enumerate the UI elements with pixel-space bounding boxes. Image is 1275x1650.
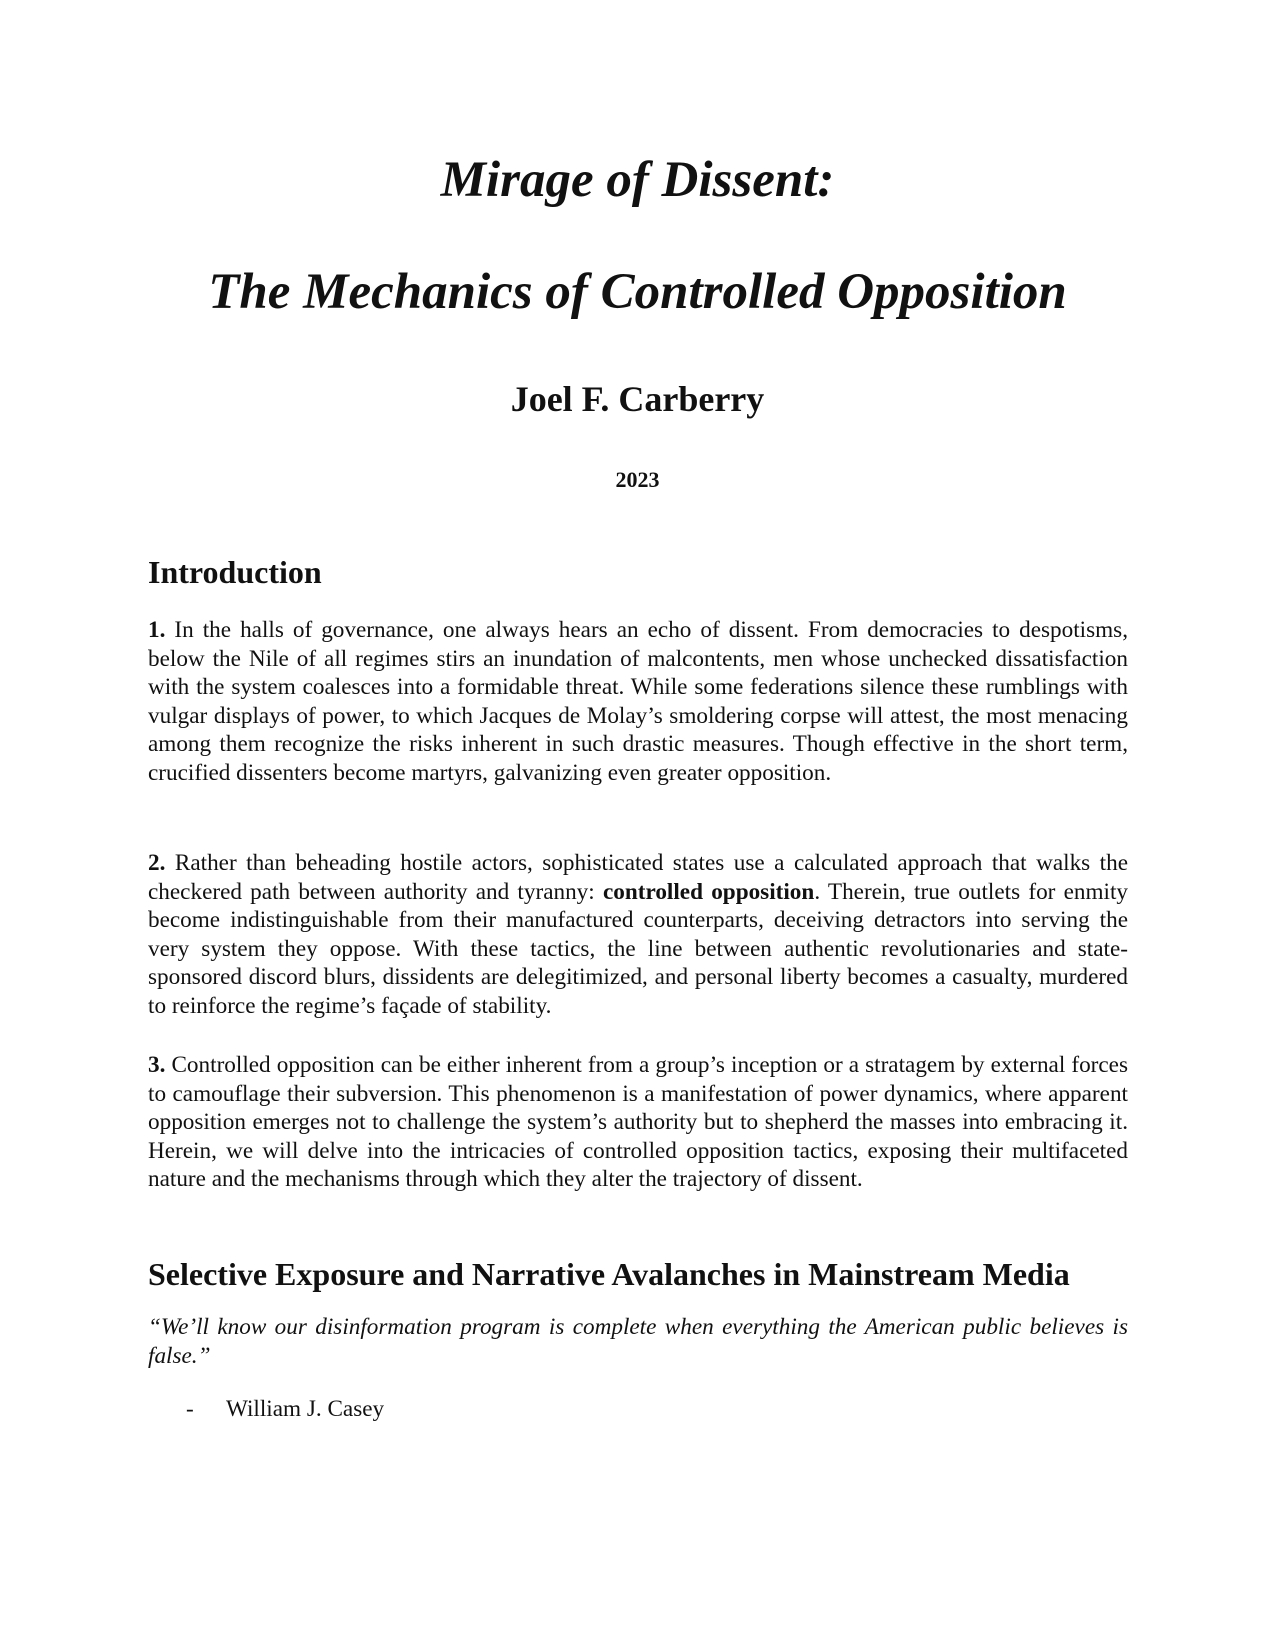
paragraph-3-text: Controlled opposition can be either inherent from a group’s inception or a stratagem by external forces to camouflage their subversion. This phenomenon is a manifestation of power dynamics, where apparent opposition emerges not to challenge the system’s authority but to shepherd the masses into embracing it. Herein, we will delve into the intricacies of controlled opposition tactics, exposing their multifaceted nature and the mechanisms through which they alter the trajectory of dissent. — [148, 1052, 1128, 1193]
paragraph-2-bold-term: controlled opposition — [602, 878, 815, 905]
paragraph-2-number: 2. — [148, 850, 166, 876]
paragraph-1-text: In the halls of governance, one always hears an echo of dissent. From democracies to despotisms, below the Nile of all regimes stirs an inundation of malcontents, men whose unchecked dissatisfaction with the system coalesces into a formidable threat. While some federations silence these rumblings with vulgar displays of power, to which Jacques de Molay’s smoldering corpse will attest, the most menacing among them recognize the risks inherent in such drastic measures. Though effective in the short term, crucified dissenters become martyrs, galvanizing even greater opposition. — [148, 617, 1128, 786]
paragraph-3-number: 3. — [148, 1052, 166, 1078]
title-line-1: Mirage of Dissent: — [440, 152, 835, 208]
paragraph-2-text-before: Rather than beheading hostile actors, sophisticated states use a calculated approach that walks the checkered path between authority and tyranny: — [148, 850, 1128, 905]
attribution-dash: - — [186, 1396, 194, 1422]
section-heading-selective-exposure: Selective Exposure and Narrative Avalanches in Mainstream Media — [148, 1256, 1070, 1292]
section-heading-introduction: Introduction — [148, 554, 322, 590]
paragraph-1 — [148, 616, 1128, 788]
epigraph-quote: “We’ll know our disinformation program is complete when everything the American public believes is false.” — [148, 1314, 1128, 1369]
quote-attribution — [148, 1395, 748, 1424]
paragraph-2 — [148, 849, 1128, 1021]
author-name: Joel F. Carberry — [510, 379, 765, 419]
paragraph-1-number: 1. — [148, 617, 166, 643]
paragraph-2-text-after: . Therein, true outlets for enmity become indistinguishable from their manufactured counterparts, deceiving detractors into serving the very system they oppose. With these tactics, the line between authentic revolutionaries and state-sponsored discord blurs, dissidents are delegitimized, and personal liberty becomes a casualty, murdered to reinforce the regime’s façade of stability. — [148, 878, 1129, 1019]
title-line-2: The Mechanics of Controlled Opposition — [208, 264, 1067, 320]
paragraph-3 — [148, 1051, 1128, 1194]
attribution-name: William J. Casey — [226, 1396, 385, 1422]
publication-year: 2023 — [615, 467, 660, 492]
